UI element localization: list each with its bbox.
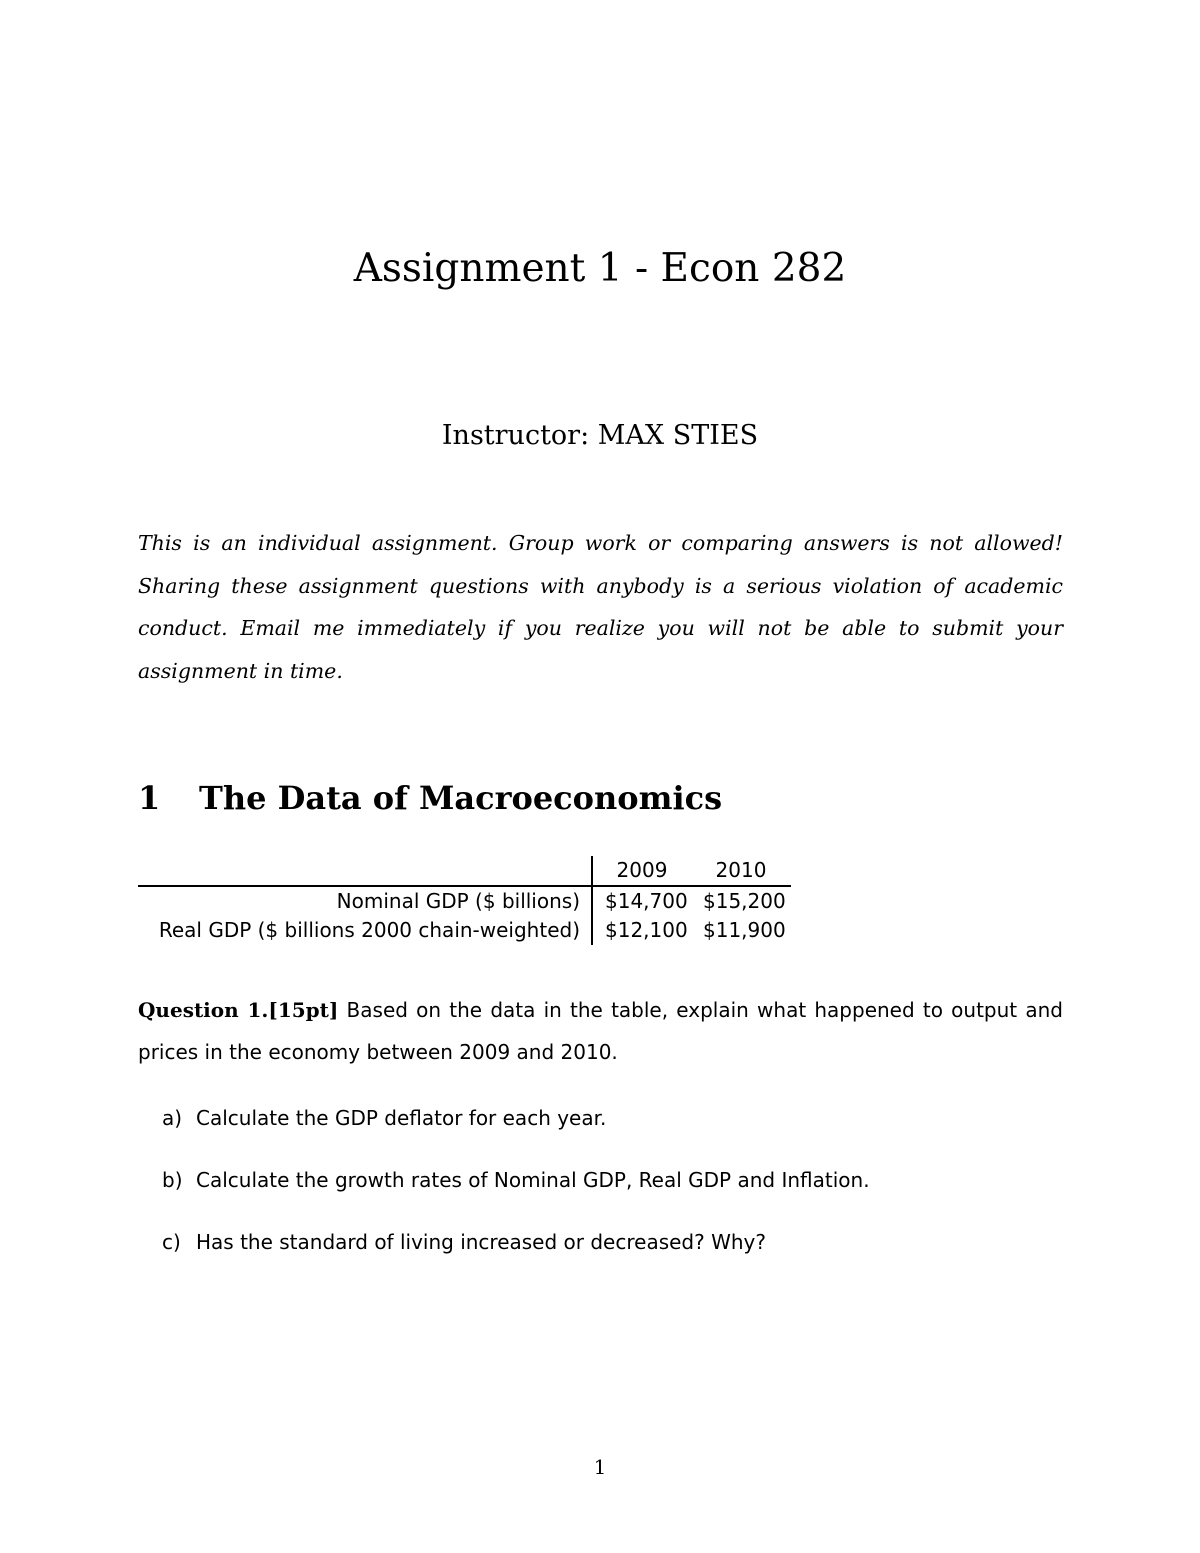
item-marker: b)	[162, 1168, 183, 1192]
question-text: Based on the data in the table, explain what happened to output and prices in the economy between 2009 and 2010.	[138, 998, 1063, 1064]
item-text: Has the standard of living increased or decreased? Why?	[196, 1230, 766, 1254]
table-cell: $14,700	[592, 886, 691, 916]
section-title: The Data of Macroeconomics	[199, 779, 723, 817]
item-marker: c)	[162, 1230, 181, 1254]
question-label: Question 1.[15pt]	[138, 998, 339, 1022]
item-text: Calculate the GDP deflator for each year.	[196, 1106, 607, 1130]
table-header-cell: 2009	[592, 856, 691, 886]
table-row	[138, 916, 791, 945]
page-number: 1	[593, 1455, 607, 1479]
question-item-a	[162, 1103, 1042, 1133]
gdp-data-table	[138, 856, 791, 945]
academic-conduct-notice: This is an individual assignment. Group work or comparing answers is not allowed! Sharing these assignment questions with anybody is a serious violation of academic conduct. Email me immediately if you realize you will not be able to submit your assignment in time.	[138, 531, 1063, 683]
table-header-row	[138, 856, 791, 886]
table-row	[138, 886, 791, 916]
table-header-cell: 2010	[691, 856, 791, 886]
document-title: Assignment 1 - Econ 282	[353, 246, 847, 291]
row-label-real-gdp: Real GDP ($ billions 2000 chain-weighted)	[158, 918, 580, 942]
instructor-line: Instructor: MAX STIES	[441, 420, 759, 451]
table-cell: $12,100	[592, 916, 691, 945]
item-marker: a)	[162, 1106, 183, 1130]
table-cell: $15,200	[703, 889, 786, 913]
question-1	[138, 989, 1063, 1073]
table-cell: $11,900	[703, 918, 786, 942]
question-item-c	[162, 1227, 1042, 1257]
section-number: 1	[138, 779, 161, 817]
section-heading	[138, 776, 1038, 820]
row-label-nominal-gdp: Nominal GDP ($ billions)	[336, 889, 580, 913]
question-item-b	[162, 1165, 1042, 1195]
table-header-cell	[138, 856, 592, 886]
item-text: Calculate the growth rates of Nominal GDP, Real GDP and Inflation.	[196, 1168, 870, 1192]
